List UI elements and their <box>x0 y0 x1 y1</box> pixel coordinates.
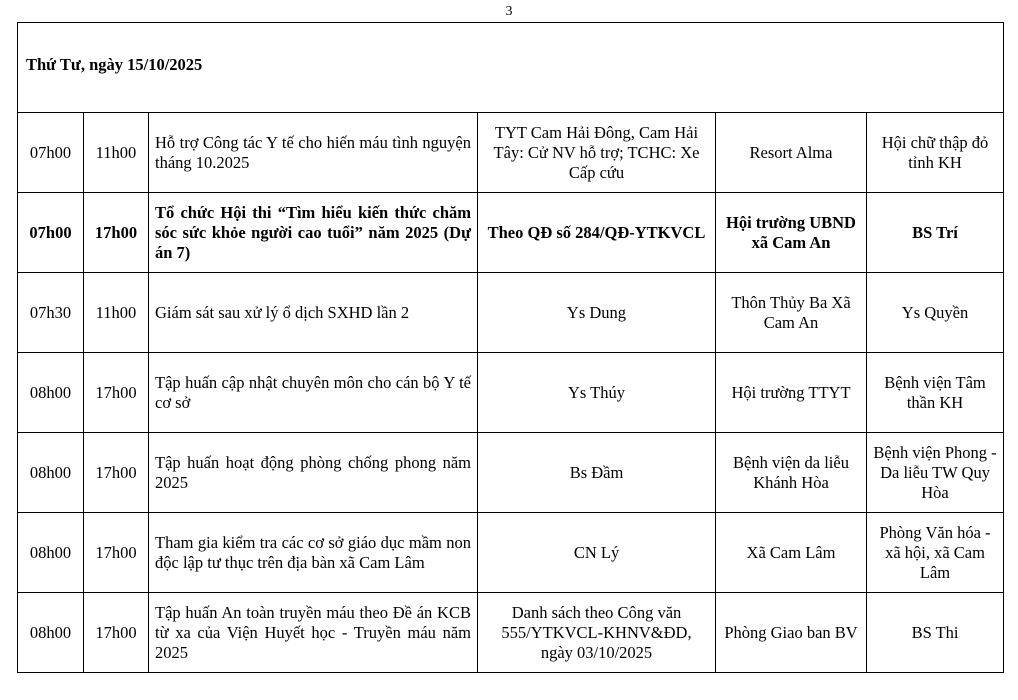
start-time-cell: 08h00 <box>18 513 84 593</box>
table-row <box>18 193 1004 273</box>
lead-cell: Bệnh viện Tâm thần KH <box>867 353 1004 433</box>
table-row <box>18 353 1004 433</box>
end-time-cell: 17h00 <box>84 353 149 433</box>
lead-cell: Bệnh viện Phong - Da liễu TW Quy Hòa <box>867 433 1004 513</box>
start-time-cell: 08h00 <box>18 353 84 433</box>
location-cell: Thôn Thủy Ba Xã Cam An <box>716 273 867 353</box>
end-time-cell: 11h00 <box>84 273 149 353</box>
task-cell: Tham gia kiểm tra các cơ sở giáo dục mầm non độc lập tư thục trên địa bàn xã Cam Lâm <box>149 513 478 593</box>
start-time-cell: 08h00 <box>18 433 84 513</box>
day-header-row <box>18 23 1004 113</box>
participants-cell: Danh sách theo Công văn 555/YTKVCL-KHNV&ĐD, ngày 03/10/2025 <box>478 593 716 673</box>
lead-cell: BS Thi <box>867 593 1004 673</box>
task-cell: Tổ chức Hội thi “Tìm hiểu kiến thức chăm sóc sức khỏe người cao tuổi” năm 2025 (Dự án 7) <box>149 193 478 273</box>
table-row <box>18 513 1004 593</box>
table-row <box>18 433 1004 513</box>
end-time-cell: 17h00 <box>84 193 149 273</box>
task-cell: Giám sát sau xử lý ổ dịch SXHD lần 2 <box>149 273 478 353</box>
lead-cell: Hội chữ thập đỏ tỉnh KH <box>867 113 1004 193</box>
task-cell: Tập huấn hoạt động phòng chống phong năm 2025 <box>149 433 478 513</box>
lead-cell: Ys Quyền <box>867 273 1004 353</box>
table-row <box>18 593 1004 673</box>
start-time-cell: 07h00 <box>18 193 84 273</box>
location-cell: Hội trường TTYT <box>716 353 867 433</box>
participants-cell: Bs Đầm <box>478 433 716 513</box>
end-time-cell: 17h00 <box>84 433 149 513</box>
lead-cell: BS Trí <box>867 193 1004 273</box>
task-cell: Tập huấn cập nhật chuyên môn cho cán bộ Y tế cơ sở <box>149 353 478 433</box>
location-cell: Resort Alma <box>716 113 867 193</box>
page-number: 3 <box>505 4 513 19</box>
end-time-cell: 17h00 <box>84 593 149 673</box>
lead-cell: Phòng Văn hóa - xã hội, xã Cam Lâm <box>867 513 1004 593</box>
location-cell: Phòng Giao ban BV <box>716 593 867 673</box>
end-time-cell: 11h00 <box>84 113 149 193</box>
end-time-cell: 17h00 <box>84 513 149 593</box>
start-time-cell: 07h30 <box>18 273 84 353</box>
start-time-cell: 07h00 <box>18 113 84 193</box>
participants-cell: TYT Cam Hải Đông, Cam Hải Tây: Cử NV hỗ trợ; TCHC: Xe Cấp cứu <box>478 113 716 193</box>
start-time-cell: 08h00 <box>18 593 84 673</box>
location-cell: Hội trường UBND xã Cam An <box>716 193 867 273</box>
participants-cell: CN Lý <box>478 513 716 593</box>
task-cell: Tập huấn An toàn truyền máu theo Đề án KCB từ xa của Viện Huyết học - Truyền máu năm 2025 <box>149 593 478 673</box>
task-cell: Hỗ trợ Công tác Y tế cho hiến máu tình nguyện tháng 10.2025 <box>149 113 478 193</box>
day-header: Thứ Tư, ngày 15/10/2025 <box>18 23 1004 113</box>
participants-cell: Ys Thúy <box>478 353 716 433</box>
table-row <box>18 273 1004 353</box>
participants-cell: Ys Dung <box>478 273 716 353</box>
location-cell: Xã Cam Lâm <box>716 513 867 593</box>
table-row <box>18 113 1004 193</box>
schedule-table <box>17 22 1004 673</box>
participants-cell: Theo QĐ số 284/QĐ-YTKVCL <box>478 193 716 273</box>
location-cell: Bệnh viện da liễu Khánh Hòa <box>716 433 867 513</box>
